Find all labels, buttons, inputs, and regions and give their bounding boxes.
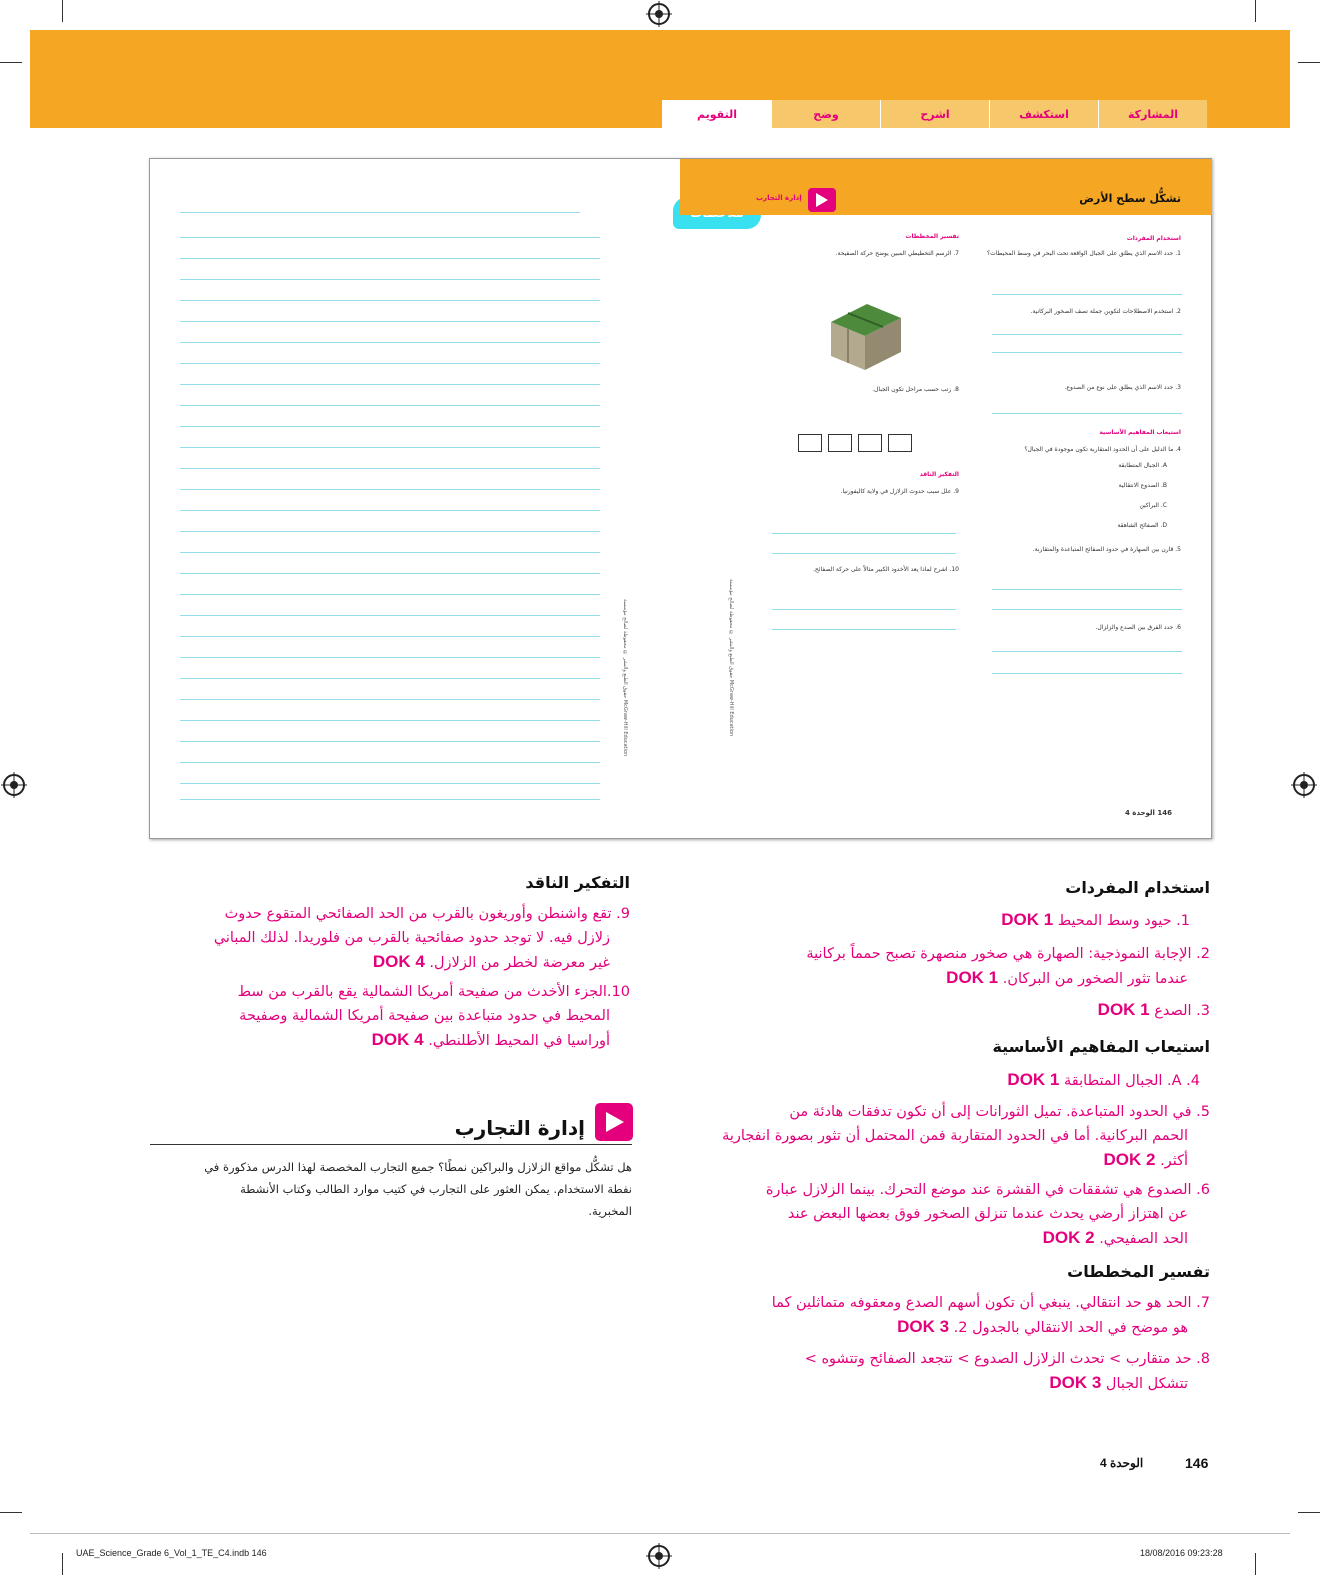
answer-8 (610, 1347, 1210, 1396)
notes-line (180, 531, 600, 532)
tab-explore[interactable]: استكشف (989, 100, 1098, 128)
dok-label: DOK 3 (1049, 1373, 1102, 1392)
answer-line (772, 629, 956, 630)
section-title-critical: التفكير الناقد (525, 873, 630, 892)
notes-line (180, 762, 600, 763)
answer-6 (610, 1178, 1210, 1251)
answer-text: 10.الجزء الأخدث من صفيحة أمريكا الشمالية يقع بالقرب من سط (237, 984, 630, 1000)
page-number: 146 (1185, 1455, 1209, 1471)
crop-mark (62, 0, 63, 22)
notes-line (180, 489, 600, 490)
dok-label: DOK 2 (1042, 1228, 1095, 1247)
lab-icon (808, 188, 836, 212)
answer-text: 1. حيود وسط المحيط (1057, 913, 1190, 929)
dok-label: DOK 2 (1103, 1150, 1156, 1169)
question: 2. استخدم الاصطلاحات لتكوين جملة تصف الصخور البركانية. (1030, 308, 1181, 315)
sequence-box (828, 434, 852, 452)
notes-line (180, 799, 600, 800)
lab-label: إدارة التجارب (756, 194, 802, 202)
answer-text: 7. الحد هو حد انتقالي. ينبغي أن تكون أسهم الصدع ومعقوفه متماثلين كما (771, 1295, 1210, 1311)
answer-text: 8. حد متقارب > تحدث الزلازل الصدوع > تتجعد الصفائح وتتشوه > (804, 1351, 1210, 1367)
answer-2 (650, 942, 1210, 991)
notes-line (180, 468, 600, 469)
question: 7. الرسم التخطيطي المبين يوضح حركة الصفيحة. (835, 250, 959, 257)
answer-text: زلازل فيه. لا توجد حدود صفائحية بالقرب من فلوريدا. لذلك المباني (213, 930, 610, 946)
lab-text-line: نفطة الاستخدام. يمكن العثور على التجارب في كتيب موارد الطالب وكتاب الأنشطة (240, 1182, 632, 1196)
answer-line (992, 589, 1182, 590)
answer-3 (1098, 998, 1210, 1023)
question: 1. حدد الاسم الذي يطلق على الجبال الواقعة تحت البحر في وسط المحيطات؟ (986, 250, 1181, 257)
lab-text-line: هل تشكُّل مواقع الزلازل والبراكين نمطًا؟ جميع التجارب المخصصة لهذا الدرس مذكورة في (204, 1160, 632, 1174)
lab-icon (595, 1103, 633, 1141)
answer-5 (610, 1100, 1210, 1173)
answer-text: 5. في الحدود المتباعدة. تميل الثورانات إلى أن تكون تدفقات هادئة من (789, 1104, 1210, 1120)
answer-line (772, 553, 956, 554)
answer-text: المحيط في حدود متباعدة بين صفيحة أمريكا الشمالية وصفيحة (239, 1008, 610, 1024)
question: 9. علل سبب حدوث الزلازل في ولاية كاليفورنيا. (840, 488, 959, 495)
answer-text: أوراسيا في المحيط الأطلنطي. (428, 1033, 610, 1049)
notes-line (180, 699, 600, 700)
answer-line (992, 609, 1182, 610)
answer-10 (150, 980, 630, 1053)
section-heading: استيعاب المفاهيم الأساسية (1099, 429, 1181, 436)
answer-line (772, 533, 956, 534)
notes-line (180, 615, 600, 616)
answer-text: 3. الصدع (1154, 1003, 1210, 1019)
answer-line (992, 651, 1182, 652)
question: 6. حدد الفرق بين الصدع والزلزال. (1095, 624, 1181, 631)
sequence-box (858, 434, 882, 452)
page-header-band (680, 159, 1212, 215)
notes-line (180, 720, 600, 721)
dok-label: DOK 4 (371, 1030, 424, 1049)
notes-line (180, 258, 600, 259)
answer-text: غير معرضة لخطر من الزلازل. (429, 955, 610, 971)
student-page-thumbnail (149, 158, 1212, 839)
page-title: تشكُّل سطح الأرض (1079, 192, 1181, 205)
dok-label: DOK 1 (1001, 910, 1054, 929)
section-heading: التفكير الناقد (919, 471, 959, 478)
slug-file-info: UAE_Science_Grade 6_Vol_1_TE_C4.indb 146 (76, 1548, 267, 1558)
notes-line (180, 426, 600, 427)
question: 5. قارن بين الصهارة في حدود الصفائح المتباعدة والمتقاربة. (1032, 546, 1181, 553)
answer-text: تتشكل الجبال (1105, 1376, 1188, 1392)
answer-text: عندما تثور الصخور من البركان. (1002, 971, 1188, 987)
answer-text: 9. تقع واشنطن وأوريغون بالقرب من الحد الصفائحي المتقوع حدوث (224, 906, 630, 922)
notes-line (180, 636, 600, 637)
crop-mark (1255, 0, 1256, 22)
section-title-diagrams: تفسير المخططات (1067, 1262, 1210, 1281)
fault-block-diagram (821, 300, 903, 372)
answer-line (992, 352, 1182, 353)
option: D. الصفائح الشاهقة (1117, 522, 1167, 529)
answer-text: الحد الصفيحي. (1099, 1231, 1188, 1247)
crop-mark (62, 1553, 63, 1575)
registration-mark-icon (648, 1545, 670, 1567)
notes-line (180, 279, 600, 280)
answer-text: الحمم البركانية. أما في الحدود المتقاربة فمن المحتمل أن تثور بصورة انفجارية (722, 1128, 1188, 1144)
dok-label: DOK 3 (897, 1317, 950, 1336)
sequence-box (888, 434, 912, 452)
answer-line (992, 413, 1182, 414)
notes-line (180, 384, 600, 385)
answer-text: عن اهتزاز أرضي يحدث عندما تنزلق الصخور فوق بعضها البعض عند (787, 1206, 1188, 1222)
notes-line (180, 783, 600, 784)
answer-text: أكثر. (1160, 1153, 1188, 1169)
tab-evaluate[interactable]: التقويم (662, 100, 771, 128)
lab-text-line: المخبرية. (588, 1204, 632, 1218)
registration-mark-icon (648, 3, 670, 25)
notes-line (180, 405, 600, 406)
option: C. البراكين (1139, 502, 1167, 509)
answer-text: 4. A. الجبال المتطابقة (1064, 1073, 1200, 1089)
crop-mark (1298, 62, 1320, 63)
notes-line (180, 573, 600, 574)
tab-engage[interactable]: المشاركة (1098, 100, 1207, 128)
sequence-diagram (798, 434, 918, 452)
answer-4 (1007, 1068, 1200, 1093)
answer-7 (610, 1291, 1210, 1340)
copyright-note: حقوق الطبع والنشر © محفوظة لصالح مؤسسة McGraw-Hill Education (622, 599, 628, 757)
section-title-concepts: استيعاب المفاهيم الأساسية (992, 1037, 1210, 1056)
answer-line (992, 334, 1182, 335)
sequence-box (798, 434, 822, 452)
answer-text: هو موضح في الحد الانتقالي بالجدول 2. (953, 1320, 1188, 1336)
crop-mark (0, 62, 22, 63)
notes-line (180, 300, 600, 301)
slug-timestamp: 18/08/2016 09:23:28 (1140, 1548, 1223, 1558)
footer-rule (30, 1533, 1290, 1534)
notes-line (180, 678, 600, 679)
answer-line (772, 609, 956, 610)
tab-elaborate[interactable]: وضح (771, 100, 880, 128)
crop-mark (0, 1512, 22, 1513)
answer-1 (1001, 908, 1190, 933)
option: B. الصدوع الانتقالية (1118, 482, 1167, 489)
answer-text: 2. الإجابة النموذجية: الصهارة هي صخور منصهرة تصبح حمماً بركانية (806, 946, 1210, 962)
section-heading: تفسير المخططات (905, 233, 959, 240)
question: 10. اشرح لماذا يعد الأخدود الكبير مثالاً على حركة الصفائح. (813, 566, 959, 573)
dok-label: DOK 4 (372, 952, 425, 971)
answer-9 (150, 902, 630, 975)
registration-mark-icon (3, 774, 25, 796)
notes-line (180, 363, 600, 364)
answer-line (992, 294, 1182, 295)
dok-label: DOK 1 (946, 968, 999, 987)
answer-text: 6. الصدوع هي تشققات في القشرة عند موضع التحرك. بينما الزلازل عبارة (765, 1182, 1210, 1198)
answer-line (992, 673, 1182, 674)
copyright-note: حقوق الطبع والنشر © محفوظة لصالح مؤسسة McGraw-Hill Education (728, 579, 734, 737)
notes-line (180, 237, 600, 238)
notes-line (180, 552, 600, 553)
question: 8. رتب حسب مراحل تكون الجبال. (872, 386, 959, 393)
registration-mark-icon (1293, 774, 1315, 796)
crop-mark (1298, 1512, 1320, 1513)
section-title-vocab: استخدام المفردات (1065, 878, 1210, 897)
lab-title: إدارة التجارب (454, 1116, 585, 1140)
notes-line (180, 594, 600, 595)
notes-line (180, 741, 600, 742)
question: 4. ما الدليل على أن الحدود المتقاربة تكون موجودة في الجبال؟ (1024, 446, 1181, 453)
notes-line (180, 657, 600, 658)
question: 3. حدد الاسم الذي يطلق على نوع من الصدوع. (1064, 384, 1181, 391)
crop-mark (1255, 1553, 1256, 1575)
lab-description (150, 1156, 632, 1222)
notes-line (180, 510, 600, 511)
option: A. الجبال المتطابقة (1118, 462, 1167, 469)
tab-bar (662, 100, 1290, 128)
dok-label: DOK 1 (1007, 1070, 1060, 1089)
page-folio: 146 الوحدة 4 (1125, 809, 1173, 817)
notes-line (180, 212, 580, 213)
dok-label: DOK 1 (1097, 1000, 1150, 1019)
section-heading: استخدام المفردات (1126, 235, 1181, 242)
unit-label: الوحدة 4 (1100, 1456, 1144, 1470)
notes-line (180, 342, 600, 343)
notes-line (180, 321, 600, 322)
notes-line (180, 447, 600, 448)
tab-explain[interactable]: اشرح (880, 100, 989, 128)
